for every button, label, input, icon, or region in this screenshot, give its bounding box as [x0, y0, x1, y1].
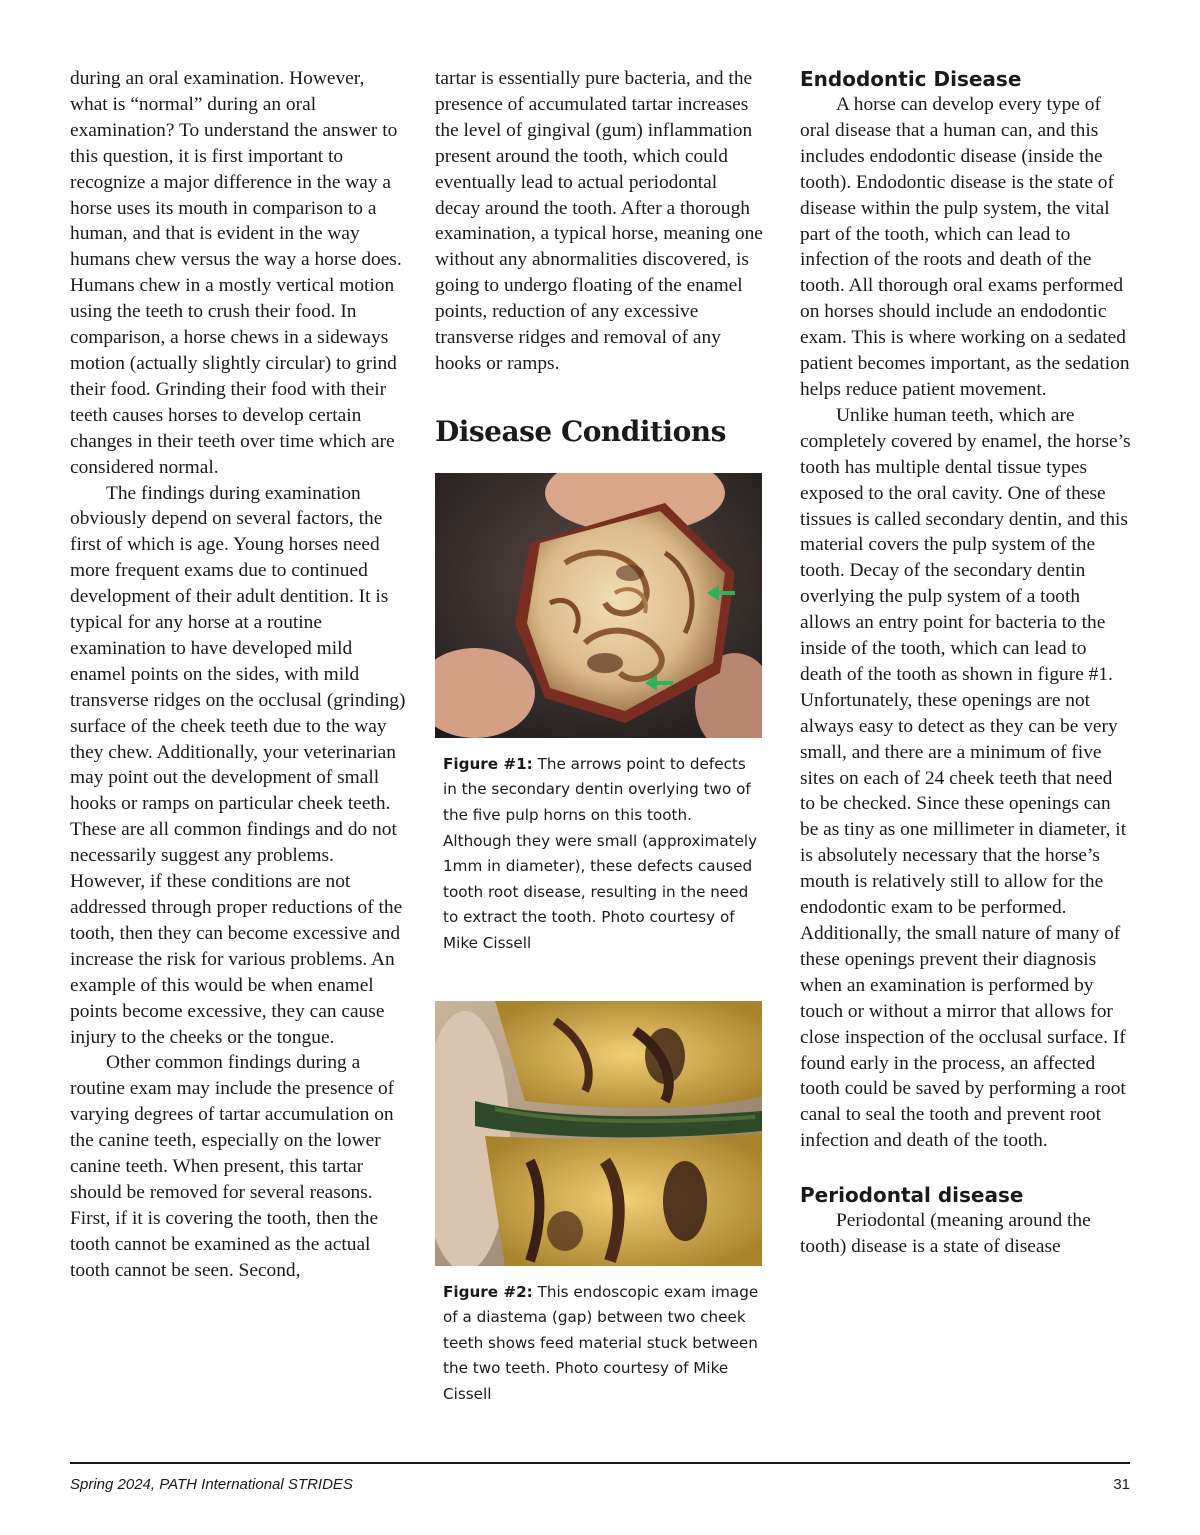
- col1-paragraph-1: during an oral examination. However, what is “normal” during an oral examination? To understand the answer to this question, it is first important to recognize a major difference in the way a horse uses its mouth in comparison to a human, and that is evident in the way humans chew versus the way a horse does. Humans chew in a mostly vertical motion using the teeth to crush their food. In comparison, a horse chews in a sideways motion (actually slightly circular) to grind their food. Grinding their food with their teeth causes horses to develop certain changes in their teeth over time which are considered normal.: [70, 68, 402, 478]
- column-2: [435, 66, 765, 1408]
- col2-paragraph-1: tartar is essentially pure bacteria, and the presence of accumulated tartar increases the level of gingival (gum) inflammation present around the tooth, which could eventually lead to actual periodontal decay around the tooth. After a thorough examination, a typical horse, meaning one without any abnormalities discovered, is going to undergo floating of the enamel points, reduction of any excessive transverse ridges and removal of any hooks or ramps.: [435, 68, 763, 374]
- endoscopic-photo-image: [435, 1001, 762, 1266]
- figure-1-caption: [435, 738, 765, 957]
- figure-2-photo: [435, 1001, 762, 1266]
- subheading-periodontal-disease: Periodontal disease: [800, 1183, 1024, 1208]
- figure-1-caption-text: The arrows point to defects in the secondary dentin overlying two of the five pulp horns on this tooth. Although they were small (approximately 1mm in diameter), these defects caused tooth root disease, resulting in the need to extract the tooth. Photo courtesy of Mike Cissell: [443, 754, 758, 953]
- column-3: [800, 66, 1132, 1260]
- figure-2-caption: [435, 1266, 765, 1408]
- col3-paragraph-1: A horse can develop every type of oral disease that a human can, and this includes endodontic disease (inside the tooth). Endodontic disease is the state of disease within the pulp system, the vital part of the tooth, which can lead to infection of the roots and death of the tooth. All thorough oral exams performed on horses should include an endodontic exam. This is where working on a sedated patient becomes important, as the sedation helps reduce patient movement.: [800, 94, 1130, 400]
- col1-paragraph-2: The findings during examination obviously depend on several factors, the first of which is age. Young horses need more frequent exams due to continued development of their adult dentition. It is typical for any horse at a routine examination to have developed mild enamel points on the sides, with mild transverse ridges on the occlusal (grinding) surface of the cheek teeth due to the way they chew. Additionally, your veterinarian may point out the development of small hooks or ramps on particular cheek teeth. These are all common findings and do not necessarily suggest any problems. However, if these conditions are not addressed through proper reductions of the tooth, then they can become excessive and increase the risk for various problems. An example of this would be when enamel points become excessive, they can cause injury to the cheeks or the tongue.: [70, 482, 406, 1048]
- figure-2: [435, 1001, 765, 1408]
- column-1: [70, 66, 406, 1284]
- figure-1-label: Figure #1:: [443, 754, 533, 773]
- tooth-photo-image: [435, 473, 762, 738]
- col1-paragraph-3: Other common findings during a routine exam may include the presence of varying degrees of tartar accumulation on the canine teeth, especially on the lower canine teeth. When present, this tartar should be removed for several reasons. First, if it is covering the tooth, then the tooth cannot be examined as the actual tooth cannot be seen. Second,: [70, 1052, 395, 1281]
- figure-1: [435, 473, 765, 957]
- page-number: 31: [1113, 1476, 1130, 1493]
- section-heading-disease-conditions: Disease Conditions: [435, 414, 726, 448]
- col3-paragraph-3: Periodontal (meaning around the tooth) disease is a state of disease: [800, 1210, 1091, 1258]
- col3-paragraph-2: Unlike human teeth, which are completely covered by enamel, the horse’s tooth has multiple dental tissue types exposed to the oral cavity. One of these tissues is called secondary dentin, and this material covers the pulp system of the tooth. Decay of the secondary dentin overlying the pulp system of a tooth allows an entry point for bacteria to the inside of the tooth, which can lead to death of the tooth as shown in figure #1. Unfortunately, these openings are not always easy to detect as they can be very small, and there are a minimum of five sites on each of 24 cheek teeth that need to be checked. Since these openings can be as tiny as one millimeter in diameter, it is absolutely necessary that the horse’s mouth is relatively still to allow for the endodontic exam to be performed. Additionally, the small nature of many of these openings prevent their diagnosis when an examination is performed by touch or without a mirror that allows for close inspection of the occlusal surface. If found early in the process, an affected tooth could be saved by performing a root canal to seal the tooth and prevent root infection and death of the tooth.: [800, 404, 1131, 1152]
- subheading-endodontic-disease: Endodontic Disease: [800, 67, 1022, 91]
- figure-2-caption-text: This endoscopic exam image of a diastema (gap) between two cheek teeth shows feed material stuck between the two teeth. Photo courtesy of Mike Cissell: [443, 1282, 759, 1403]
- footer-publication: Spring 2024, PATH International STRIDES: [70, 1476, 353, 1493]
- figure-2-label: Figure #2:: [443, 1282, 533, 1301]
- footer-divider: [70, 1462, 1130, 1464]
- figure-1-photo: [435, 473, 762, 738]
